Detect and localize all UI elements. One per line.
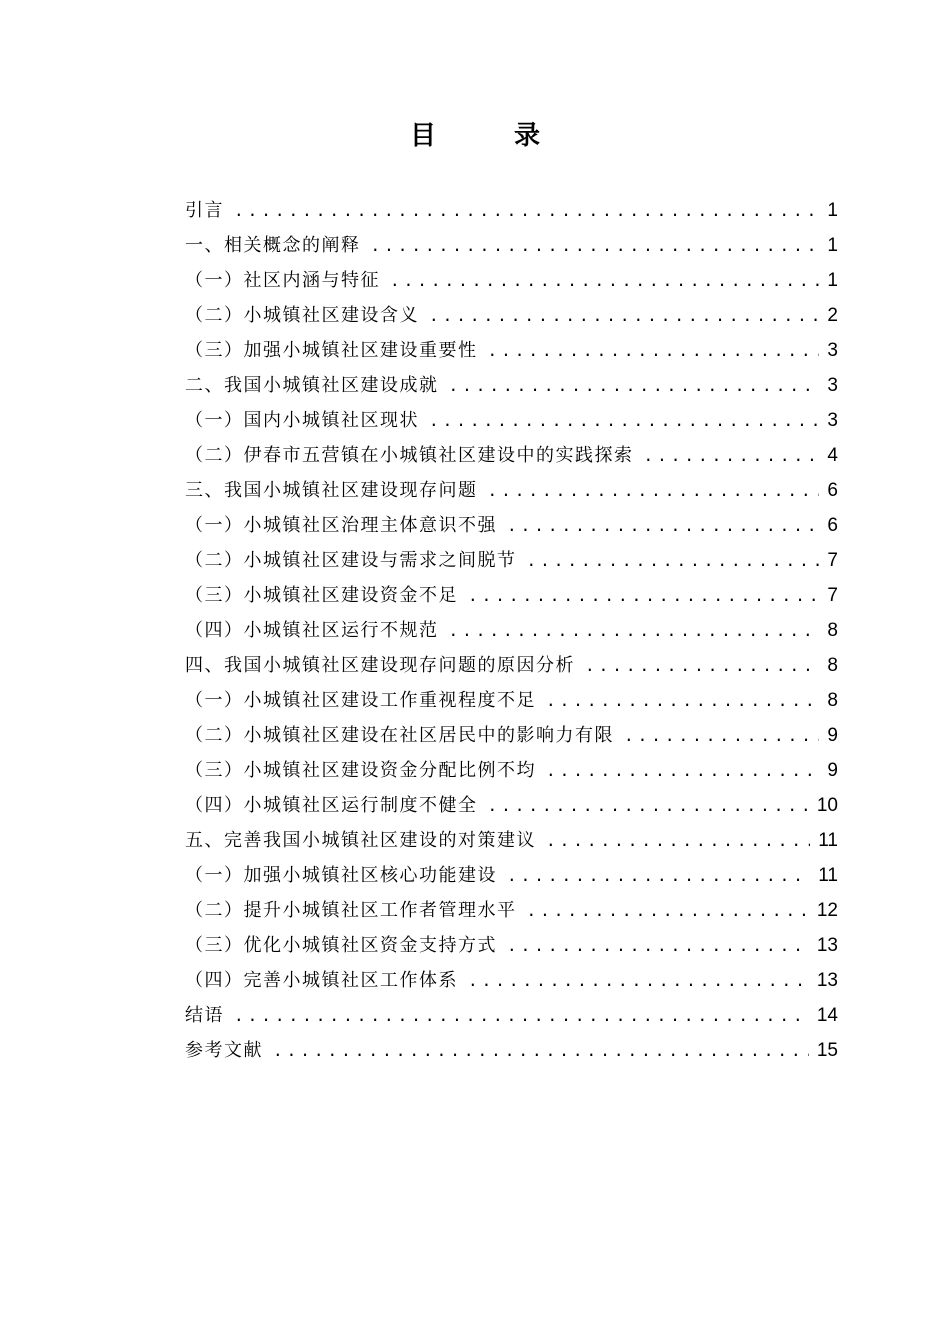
toc-dot-leader [468,963,809,998]
toc-entry-label: （三）小城镇社区建设资金不足 [185,585,458,606]
toc-page-number: 6 [827,480,838,501]
toc-dot-leader [624,718,819,753]
toc-entry[interactable] [185,893,838,928]
toc-page-number: 6 [827,515,838,536]
toc-entry-label: 引言 [185,200,224,221]
toc-entry[interactable] [185,718,838,753]
toc-page-number: 11 [818,865,838,886]
toc-page-number: 13 [816,935,838,956]
toc-entry-label: 一、相关概念的阐释 [185,235,361,256]
toc-dot-leader [527,543,820,578]
toc-entry[interactable] [185,473,838,508]
toc-entry-label: （一）小城镇社区治理主体意识不强 [185,515,497,536]
toc-entry-label: （一）国内小城镇社区现状 [185,410,419,431]
toc-entry[interactable] [185,438,838,473]
toc-entry-label: （二）提升小城镇社区工作者管理水平 [185,900,517,921]
toc-entry-label: 四、我国小城镇社区建设现存问题的原因分析 [185,655,575,676]
toc-page-number: 1 [827,235,838,256]
toc-dot-leader [507,858,810,893]
toc-entry-label: （三）加强小城镇社区建设重要性 [185,340,478,361]
toc-entry[interactable] [185,263,838,298]
page-title: 目 录 [409,121,566,151]
toc-page-number: 3 [827,410,838,431]
toc-entry[interactable] [185,648,838,683]
toc-page-number: 10 [816,795,838,816]
toc-entry[interactable] [185,753,838,788]
toc-entry[interactable] [185,998,838,1033]
toc-page-number: 2 [827,305,838,326]
toc-dot-leader [507,928,809,963]
toc-entry[interactable] [185,788,838,823]
toc-page-number: 13 [816,970,838,991]
toc-page-number: 8 [827,690,838,711]
toc-entry-label: （四）小城镇社区运行制度不健全 [185,795,478,816]
toc-page-number: 3 [827,375,838,396]
toc-page-number: 3 [827,340,838,361]
toc-entry[interactable] [185,823,838,858]
toc-entry[interactable] [185,858,838,893]
toc-entry-label: （四）完善小城镇社区工作体系 [185,970,458,991]
toc-dot-leader [488,333,820,368]
toc-page-number: 1 [827,200,838,221]
toc-dot-leader [273,1033,809,1068]
toc-dot-leader [429,298,819,333]
toc-dot-leader [390,263,819,298]
toc-entry-label: 参考文献 [185,1040,263,1061]
toc-dot-leader [449,368,820,403]
toc-page-number: 8 [827,620,838,641]
toc-page-number: 7 [827,585,838,606]
toc-entry-label: 结语 [185,1005,224,1026]
toc-dot-leader [371,228,820,263]
toc-entry-label: （三）优化小城镇社区资金支持方式 [185,935,497,956]
toc-dot-leader [234,998,809,1033]
toc-dot-leader [429,403,819,438]
toc-dot-leader [449,613,820,648]
toc-dot-leader [468,578,819,613]
table-of-contents [185,193,838,1068]
toc-page-number: 11 [818,830,838,851]
toc-page-number: 7 [827,550,838,571]
toc-entry[interactable] [185,928,838,963]
toc-entry-label: 二、我国小城镇社区建设成就 [185,375,439,396]
toc-entry[interactable] [185,543,838,578]
toc-entry[interactable] [185,963,838,998]
toc-page-number: 12 [816,900,838,921]
toc-page-number: 14 [816,1005,838,1026]
toc-entry[interactable] [185,333,838,368]
toc-dot-leader [234,193,819,228]
toc-entry-label: （二）小城镇社区建设与需求之间脱节 [185,550,517,571]
toc-dot-leader [527,893,809,928]
toc-entry[interactable] [185,228,838,263]
toc-entry[interactable] [185,578,838,613]
toc-entry-label: （一）加强小城镇社区核心功能建设 [185,865,497,886]
toc-dot-leader [546,683,819,718]
toc-page-number: 9 [827,725,838,746]
toc-entry-label: （一）社区内涵与特征 [185,270,380,291]
toc-entry[interactable] [185,193,838,228]
toc-page-number: 9 [827,760,838,781]
toc-dot-leader [546,753,819,788]
toc-entry[interactable] [185,403,838,438]
toc-page-number: 8 [827,655,838,676]
toc-entry[interactable] [185,613,838,648]
toc-dot-leader [546,823,810,858]
toc-page-number: 1 [827,270,838,291]
toc-entry[interactable] [185,1033,838,1068]
toc-dot-leader [585,648,819,683]
toc-entry-label: （二）小城镇社区建设含义 [185,305,419,326]
toc-entry-label: （四）小城镇社区运行不规范 [185,620,439,641]
toc-entry-label: 三、我国小城镇社区建设现存问题 [185,480,478,501]
toc-entry-label: 五、完善我国小城镇社区建设的对策建议 [185,830,536,851]
toc-page-number: 15 [816,1040,838,1061]
toc-entry[interactable] [185,508,838,543]
toc-dot-leader [488,788,809,823]
toc-entry-label: （二）小城镇社区建设在社区居民中的影响力有限 [185,725,614,746]
toc-entry[interactable] [185,368,838,403]
toc-dot-leader [644,438,820,473]
toc-entry-label: （三）小城镇社区建设资金分配比例不均 [185,760,536,781]
toc-dot-leader [507,508,819,543]
toc-entry[interactable] [185,298,838,333]
toc-dot-leader [488,473,820,508]
toc-entry-label: （一）小城镇社区建设工作重视程度不足 [185,690,536,711]
toc-entry[interactable] [185,683,838,718]
toc-entry-label: （二）伊春市五营镇在小城镇社区建设中的实践探索 [185,445,634,466]
toc-page-number: 4 [827,445,838,466]
